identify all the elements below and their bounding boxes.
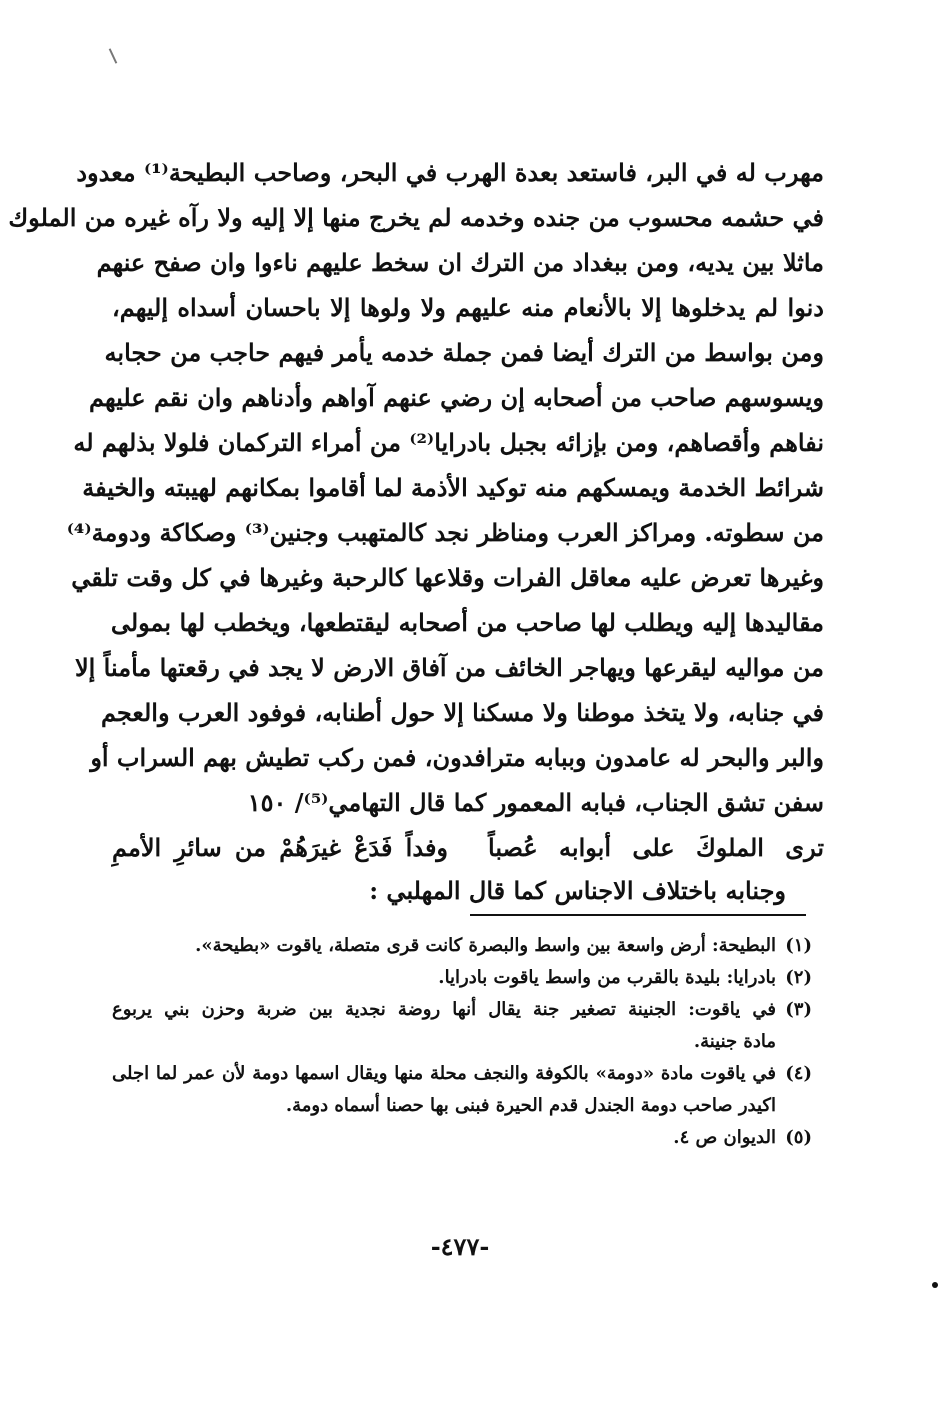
body-line: والبر والبحر له عامدون وببابه مترافدون، فمن ركب تطيش بهم السراب أو	[90, 743, 824, 772]
footnote-2	[112, 962, 812, 994]
footnote-separator	[470, 914, 806, 916]
body-line: ومن بواسط من الترك أيضا فمن جملة خدمه يأمر فيهم حاجب من حجابه	[104, 338, 824, 367]
body-line: شرائط الخدمة ويمسكهم منه توكيد الأذمة لما أقاموا بمكانهم لهيبته والخيفة	[82, 473, 824, 502]
main-text	[8, 150, 824, 825]
footnote-4	[112, 1058, 812, 1122]
body-line: من سطوته. ومراكز العرب ومناظر نجد كالمتهبب وجنين⁽³⁾ وصكاكة ودومة⁽⁴⁾	[66, 518, 824, 547]
footnote-3	[112, 994, 812, 1058]
body-line: مقاليدها إليه ويطلب لها صاحب من أصحابه ليقتطعها، ويخطب لها بمولى	[110, 608, 824, 637]
body-line: دنوا لم يدخلوها إلا بالأنعام منه عليهم ولا ولوها إلا باحسان أسداه إليهم،	[112, 293, 824, 322]
footnote-number: (١)	[785, 935, 812, 956]
footnote-text: في ياقوت: الجنينة تصغير جنة يقال أنها روضة نجدية بين ضربة وحزن بني يربوع	[112, 999, 776, 1020]
footnote-number: (٥)	[785, 1127, 812, 1148]
poem-verse	[112, 825, 824, 870]
footnote-number: (٢)	[785, 967, 812, 988]
body-line: ماثلا بين يديه، ومن ببغداد من الترك ان سخط عليهم ناءوا وان صفح عنهم	[96, 248, 824, 277]
footnote-text: اكيدر صاحب دومة الجندل قدم الحيرة فبنى بها حصنا أسماه دومة.	[285, 1095, 776, 1116]
page-number: -٤٧٧-	[430, 1232, 490, 1261]
body-line: نفاهم وأقصاهم، ومن بإزائه بجبل بادرايا⁽²⁾ من أمراء التركمان فلولا بذلهم له	[73, 428, 824, 457]
footnote-text: الديوان ص ٤.	[673, 1127, 776, 1148]
body-line: وغيرها تعرض عليه معاقل الفرات وقلاعها كالرحبة وغيرها في كل وقت تلقي	[71, 563, 824, 592]
footnote-1	[112, 930, 812, 962]
verse-first-hemistich: ترى الملوكَ على أبوابه عُصباً	[488, 833, 824, 862]
margin-mark	[109, 48, 118, 63]
verse-second-hemistich: وفداً فَدَعْ غيرَهُمْ من سائرِ الأممِ	[112, 833, 448, 862]
footnotes	[112, 930, 812, 1154]
body-line: من مواليه ليقرعها ويهاجر الخائف من آفاق الارض لا يجد في رقعتها مأمناً إلا	[74, 653, 824, 682]
footnote-text: في ياقوت مادة «دومة» بالكوفة والنجف محلة منها ويقال اسمها دومة لأن عمر لما اجلى	[112, 1063, 776, 1084]
footnote-text: البطيحة: أرض واسعة بين واسط والبصرة كانت قرى متصلة، ياقوت «بطيحة».	[195, 935, 776, 956]
body-line: في حشمه محسوب من جنده وخدمه لم يخرج منها إلا إليه ولا رآه غيره من الملوك	[8, 203, 824, 232]
after-verse-line: وجنابه باختلاف الاجناس كما قال المهلبي :	[369, 876, 786, 905]
margin-dot	[932, 1282, 938, 1288]
body-line: في جنابه، ولا يتخذ موطنا ولا مسكنا إلا حول أطنابه، فوفود العرب والعجم	[100, 698, 824, 727]
footnote-text: مادة جنينة.	[693, 1031, 776, 1052]
body-line: مهرب له في البر، فاستعد بعدة الهرب في البحر، وصاحب البطيحة⁽¹⁾ معدود	[76, 158, 824, 187]
footnote-text: بادرايا: بليدة بالقرب من واسط ياقوت بادرايا.	[438, 967, 776, 988]
footnote-5	[112, 1122, 812, 1154]
footnote-number: (٣)	[785, 999, 812, 1020]
body-line: ويسوسهم صاحب من أصحابه إن رضي عنهم آواهم وأدناهم وان نقم عليهم	[89, 383, 824, 412]
body-line: سفن تشق الجناب، فبابه المعمور كما قال التهامي⁽⁵⁾/ ١٥٠	[247, 788, 824, 817]
footnote-number: (٤)	[785, 1063, 812, 1084]
